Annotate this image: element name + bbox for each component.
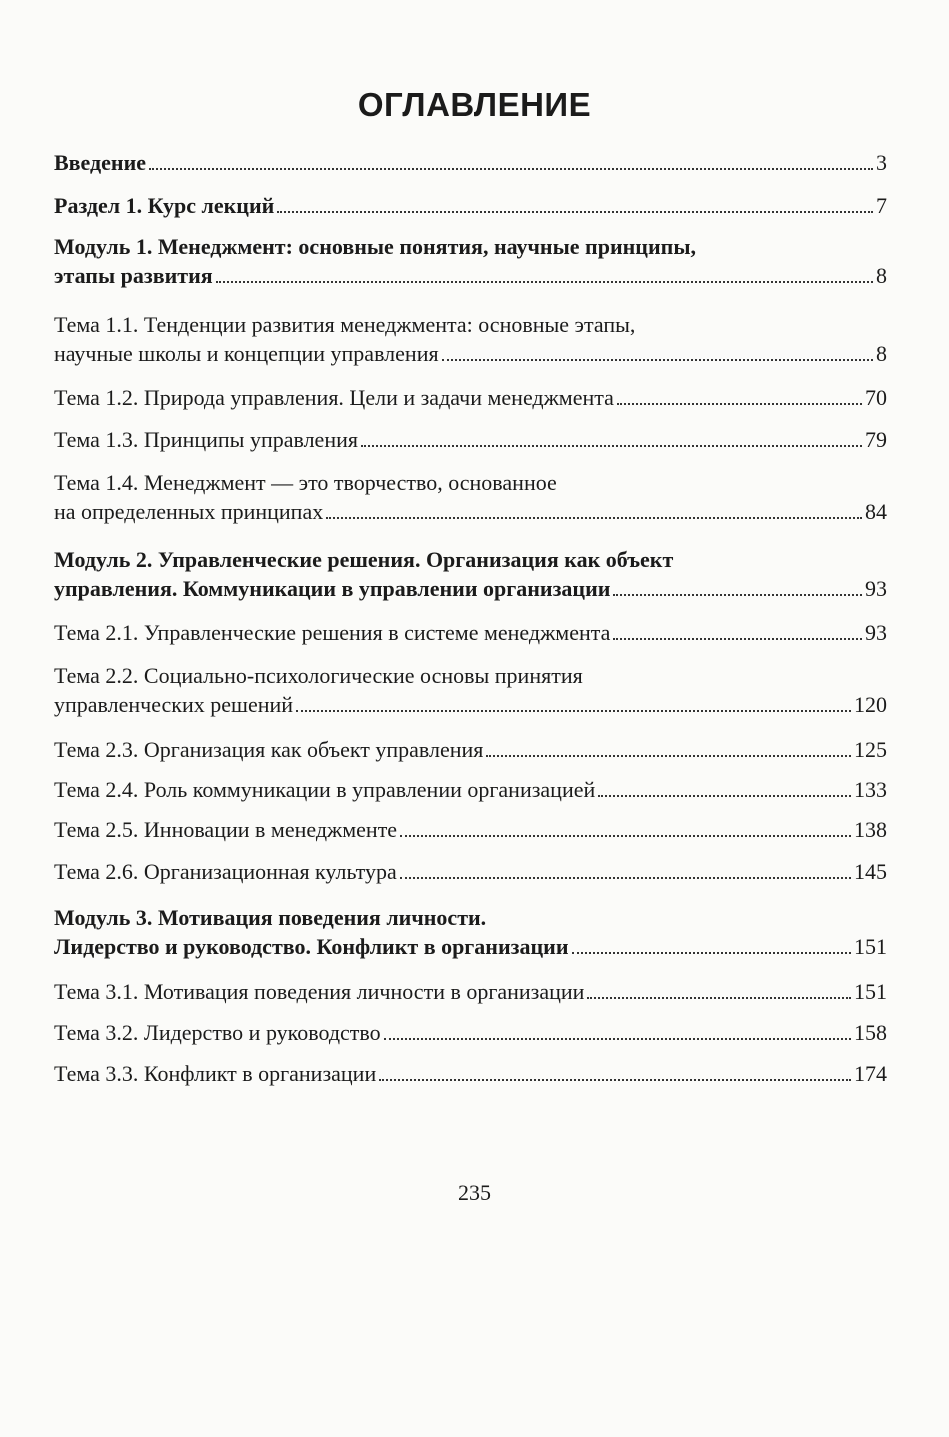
toc-entry-text: Введение <box>54 150 147 175</box>
dot-leader <box>400 835 851 837</box>
toc-entry <box>54 425 887 454</box>
toc-entry-text: Тема 1.3. Принципы управления <box>54 427 358 452</box>
toc-entry-text: Тема 2.4. Роль коммуникации в управлении организацией <box>54 777 596 802</box>
toc-entry-page: 158 <box>854 1020 887 1045</box>
toc-entry-page: 145 <box>854 859 887 884</box>
toc-entry-text: Модуль 1. Менеджмент: основные понятия, научные принципы, <box>54 234 697 259</box>
toc-entry-line <box>54 383 887 412</box>
toc-entry-text: Модуль 2. Управленческие решения. Организация как объект <box>54 547 674 572</box>
toc-entry-line <box>54 191 887 220</box>
toc-entry <box>54 618 887 647</box>
toc-entry-page: 8 <box>876 263 887 288</box>
toc-entry <box>54 232 887 290</box>
toc-entry-line <box>54 339 887 368</box>
toc-entry-text: Раздел 1. Курс лекций <box>54 193 275 218</box>
toc-entry-text: Тема 2.3. Организация как объект управления <box>54 737 484 762</box>
toc-entry <box>54 468 887 526</box>
toc-entry-text: Тема 2.6. Организационная культура <box>54 859 397 884</box>
dot-leader <box>296 710 851 712</box>
toc-entry-text: управления. Коммуникации в управлении организации <box>54 576 611 601</box>
dot-leader <box>572 952 851 954</box>
toc-entry-line <box>54 574 887 603</box>
toc-entry-text: Тема 2.2. Социально-психологические основы принятия <box>54 663 583 688</box>
toc-entry-text: Тема 3.3. Конфликт в организации <box>54 1061 377 1086</box>
dot-leader <box>613 594 862 596</box>
dot-leader <box>587 997 851 999</box>
toc-entry-line <box>54 497 887 526</box>
toc-entry <box>54 775 887 804</box>
toc-entry <box>54 545 887 603</box>
toc-entry-page: 174 <box>854 1061 887 1086</box>
toc-entry <box>54 735 887 764</box>
toc-title: ОГЛАВЛЕНИЕ <box>357 86 592 123</box>
toc-entry <box>54 1059 887 1088</box>
toc-entry-line <box>54 977 887 1006</box>
toc-entry-text: Тема 1.1. Тенденции развития менеджмента: основные этапы, <box>54 312 636 337</box>
toc-entry-line <box>54 857 887 886</box>
toc-entry-text: Тема 2.1. Управленческие решения в системе менеджмента <box>54 620 611 645</box>
toc-entry-page: 120 <box>854 692 887 717</box>
toc-entry-text: Тема 2.5. Инновации в менеджменте <box>54 817 398 842</box>
dot-leader <box>613 638 862 640</box>
toc-entry-text: Тема 1.4. Менеджмент — это творчество, основанное <box>54 470 557 495</box>
toc-entry-text: Лидерство и руководство. Конфликт в организации <box>54 934 569 959</box>
toc-entry-page: 93 <box>865 620 887 645</box>
toc-entry-page: 7 <box>876 193 887 218</box>
toc-entry <box>54 191 887 220</box>
toc-entry-text: Тема 3.2. Лидерство и руководство <box>54 1020 381 1045</box>
toc-entry-page: 133 <box>854 777 887 802</box>
toc-entry-page: 79 <box>865 427 887 452</box>
dot-leader <box>216 281 873 283</box>
toc-entry-line <box>54 1018 887 1047</box>
toc-entry-text: научные школы и концепции управления <box>54 341 439 366</box>
toc-entry-page: 70 <box>865 385 887 410</box>
dot-leader <box>149 168 873 170</box>
toc-entry <box>54 1018 887 1047</box>
toc-entry-line <box>54 148 887 177</box>
toc-entry-line <box>54 690 887 719</box>
toc-entry <box>54 148 887 177</box>
toc-entry-text: на определенных принципах <box>54 499 324 524</box>
toc-entry-text: управленческих решений <box>54 692 294 717</box>
toc-entry-text: Модуль 3. Мотивация поведения личности. <box>54 905 487 930</box>
toc-entry-line <box>54 425 887 454</box>
dot-leader <box>379 1079 851 1081</box>
toc-entry-page: 84 <box>865 499 887 524</box>
dot-leader <box>486 755 851 757</box>
toc-entry-page: 125 <box>854 737 887 762</box>
toc-entry <box>54 903 887 961</box>
toc-entry <box>54 815 887 844</box>
toc-entry-text: этапы развития <box>54 263 213 288</box>
toc-entry <box>54 661 887 719</box>
toc-entry <box>54 310 887 368</box>
toc-entry-line <box>54 735 887 764</box>
toc-entry-line <box>54 618 887 647</box>
dot-leader <box>361 445 862 447</box>
toc-entry <box>54 977 887 1006</box>
toc-entry-line <box>54 932 887 961</box>
dot-leader <box>442 359 873 361</box>
toc-entry-page: 151 <box>854 934 887 959</box>
toc-entry-line <box>54 1059 887 1088</box>
dot-leader <box>326 517 862 519</box>
toc-entry-line <box>54 261 887 290</box>
page-number: 235 <box>458 1180 491 1205</box>
toc-entry-page: 8 <box>876 341 887 366</box>
toc-entry-line <box>54 775 887 804</box>
dot-leader <box>617 403 862 405</box>
toc-entry-text: Тема 3.1. Мотивация поведения личности в организации <box>54 979 585 1004</box>
toc-entry-text: Тема 1.2. Природа управления. Цели и задачи менеджмента <box>54 385 614 410</box>
toc-entry-line <box>54 815 887 844</box>
toc-entry-page: 93 <box>865 576 887 601</box>
dot-leader <box>598 795 851 797</box>
dot-leader <box>384 1038 851 1040</box>
toc-entry-page: 3 <box>876 150 887 175</box>
dot-leader <box>277 211 873 213</box>
dot-leader <box>400 877 851 879</box>
toc-entry-page: 138 <box>854 817 887 842</box>
toc-entry <box>54 383 887 412</box>
toc-entry <box>54 857 887 886</box>
toc-entry-page: 151 <box>854 979 887 1004</box>
